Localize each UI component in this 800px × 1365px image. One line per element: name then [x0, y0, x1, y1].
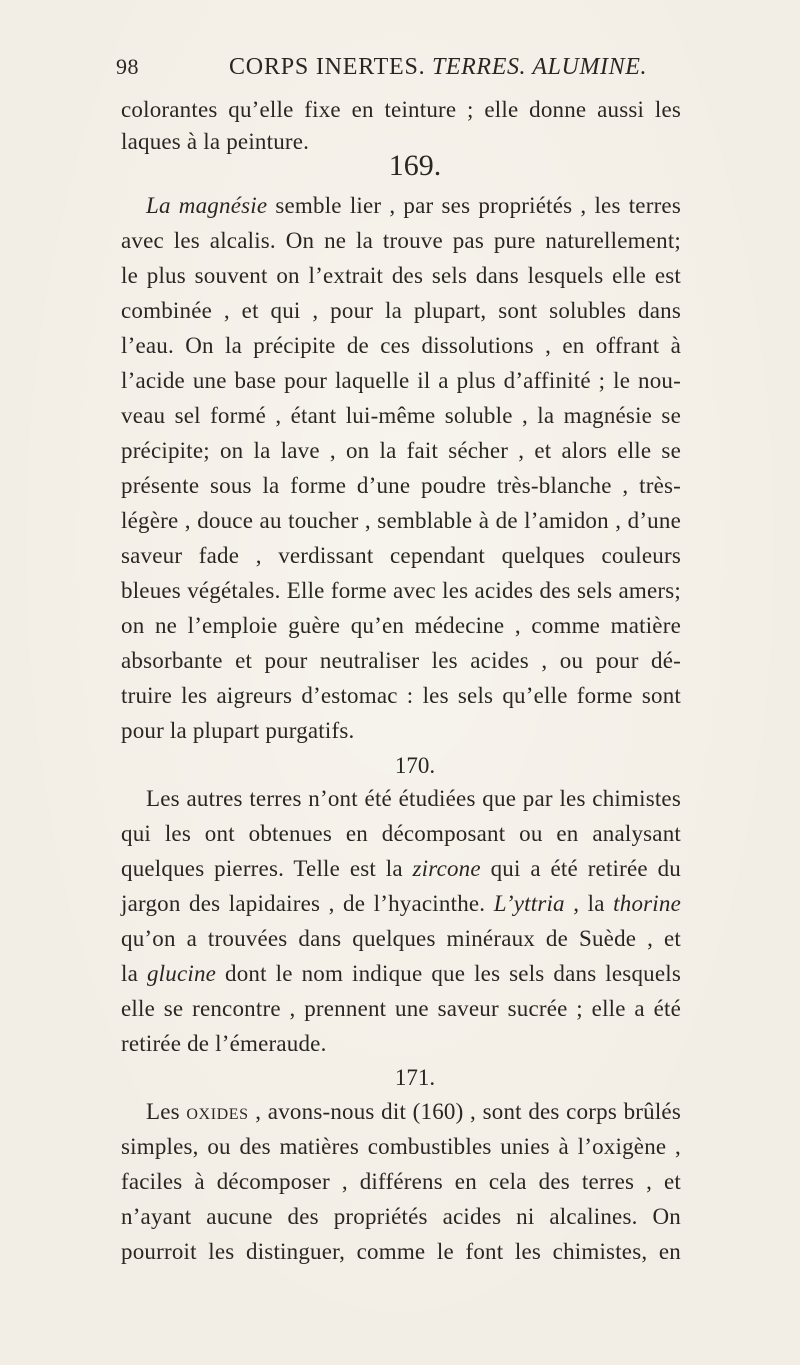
text-line: retirée de l’émeraude. — [121, 1031, 327, 1056]
text-line: pourroit les distinguer, comme le font les chimistes, en — [121, 1239, 681, 1264]
running-head-italic: TERRES. ALUMINE. — [431, 54, 648, 80]
text-line: elle se rencontre , prennent une saveur sucrée ; elle a été — [121, 996, 681, 1021]
text-span: dont le nom indique que les sels dans lesquels — [216, 961, 681, 986]
text-line: légère , douce au toucher , semblable à de l’amidon , d’une — [121, 508, 681, 533]
text-line: absorbante et pour neutraliser les acides , ou pour dé- — [121, 648, 681, 673]
text-line: truire les aigreurs d’estomac : les sels qu’elle forme sont — [121, 683, 681, 708]
text-line: colorantes qu’elle fixe en teinture ; elle donne aussi les — [121, 97, 681, 122]
text-line: l’eau. On la précipite de ces dissolutions , en offrant à — [121, 333, 681, 358]
page-header — [116, 54, 681, 90]
section-number-169: 169. — [388, 149, 442, 182]
text-span: , la — [564, 891, 614, 916]
text-line: on ne l’emploie guère qu’en médecine , comme matière — [121, 613, 681, 638]
text-line: qui les ont obtenues en décomposant ou en analysant — [121, 821, 681, 846]
term-oxides: oxides — [186, 1099, 249, 1124]
text-span: Les — [146, 1099, 187, 1124]
text-span: , avons-nous dit (160) , sont des corps brûlés — [248, 1099, 681, 1124]
term-thorine: thorine — [613, 891, 681, 916]
section-number-171: 171. — [394, 1065, 436, 1090]
text-line: veau sel formé , étant lui-même soluble , la magnésie se — [121, 403, 681, 428]
text-line: Les autres terres n’ont été étudiées que par les chimistes — [146, 786, 681, 811]
text-line: bleues végétales. Elle forme avec les acides des sels amers; — [121, 578, 681, 603]
text-span: jargon des lapidaires , de l’hyacinthe. — [121, 891, 494, 916]
running-head-caps: CORPS INERTES. — [229, 54, 426, 80]
term-magnesie: La magnésie — [146, 193, 268, 218]
running-head — [229, 54, 647, 81]
text-line: présente sous la forme d’une poudre très-blanche , très- — [121, 473, 681, 498]
text-line — [121, 958, 681, 990]
text-line: simples, ou des matières combustibles unies à l’oxigène , — [121, 1134, 681, 1159]
text-line: faciles à décomposer , différens en cela des terres , et — [121, 1169, 681, 1194]
text-line — [121, 853, 681, 885]
text-line: avec les alcalis. On ne la trouve pas pure naturellement; — [121, 228, 681, 253]
term-yttria: L’yttria — [493, 891, 565, 916]
text-line: précipite; on la lave , on la fait sécher , et alors elle se — [121, 438, 681, 463]
text-line: laques à la peinture. — [121, 129, 310, 154]
term-zircone: zircone — [412, 856, 481, 881]
text-line: le plus souvent on l’extrait des sels dans lesquels elle est — [121, 263, 681, 288]
text-line: l’acide une base pour laquelle il a plus d’affinité ; le nou- — [121, 368, 681, 393]
text-line: qu’on a trouvées dans quelques minéraux de Suède , et — [121, 926, 681, 951]
text-span: la — [121, 961, 147, 986]
text-line: n’ayant aucune des propriétés acides ni alcalines. On — [121, 1204, 681, 1229]
text-span: quelques pierres. Telle est la — [121, 856, 403, 881]
page-number: 98 — [116, 54, 139, 79]
text-span: qui a été retirée du — [480, 856, 681, 881]
section-number-170: 170. — [394, 753, 436, 778]
text-line: combinée , et qui , pour la plupart, sont solubles dans — [121, 298, 681, 323]
text-line — [121, 888, 681, 920]
term-glucine: glucine — [146, 961, 217, 986]
text-span: semble lier , par ses propriétés , les terres — [267, 193, 681, 218]
text-line — [146, 190, 681, 222]
text-line: saveur fade , verdissant cependant quelques couleurs — [121, 543, 681, 568]
text-line: pour la plupart purgatifs. — [121, 718, 355, 743]
text-line — [146, 1096, 681, 1128]
